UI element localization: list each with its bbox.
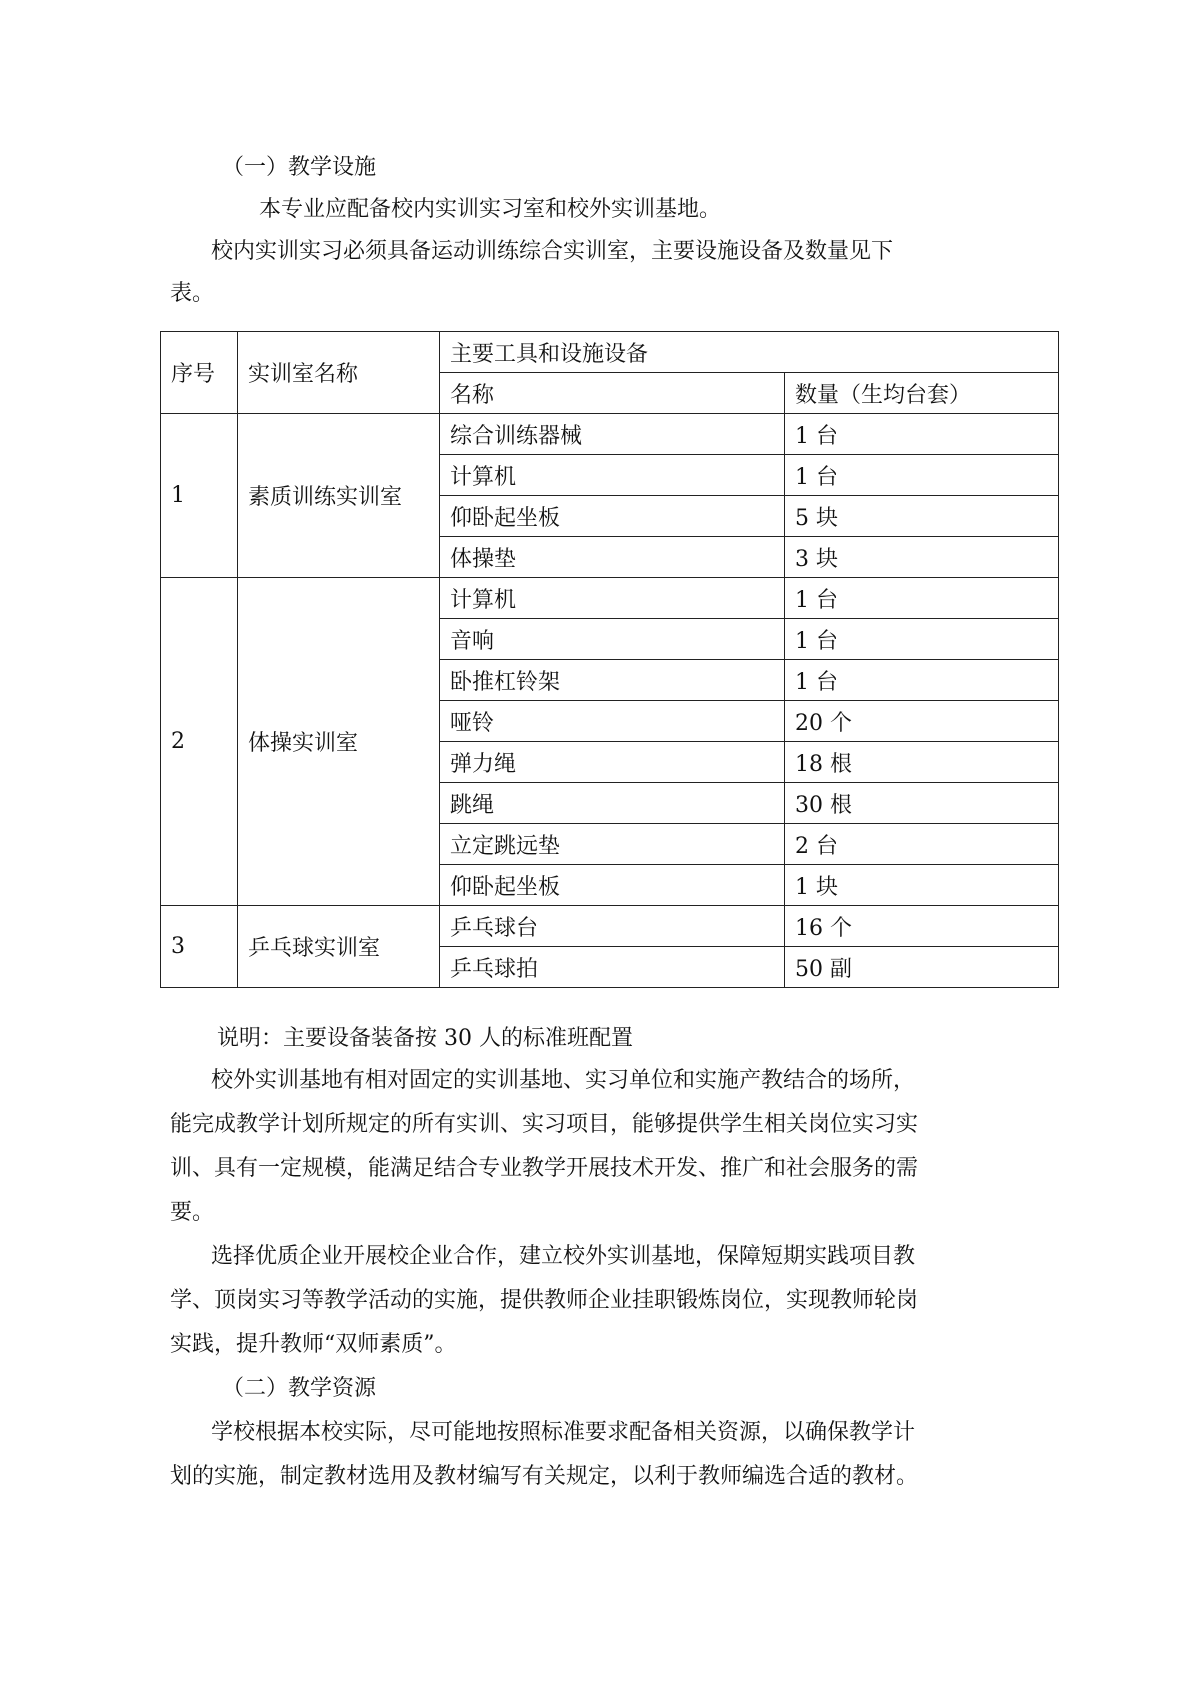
item-qty: 30 根: [785, 783, 1059, 824]
header-tools: 主要工具和设施设备: [440, 332, 1059, 373]
item-name: 仰卧起坐板: [440, 865, 785, 906]
paragraph: 表。: [170, 281, 215, 306]
row-index: 1: [161, 414, 238, 578]
item-qty: 1 台: [785, 578, 1059, 619]
item-name: 哑铃: [440, 701, 785, 742]
item-name: 仰卧起坐板: [440, 496, 785, 537]
item-qty: 20 个: [785, 701, 1059, 742]
equipment-table: [160, 331, 1059, 988]
item-name: 综合训练器械: [440, 414, 785, 455]
item-qty: 1 台: [785, 414, 1059, 455]
table-header-row: [161, 332, 1059, 373]
item-name: 乒乓球台: [440, 906, 785, 947]
item-name: 跳绳: [440, 783, 785, 824]
header-index: 序号: [161, 332, 238, 414]
item-qty: 3 块: [785, 537, 1059, 578]
item-name: 体操垫: [440, 537, 785, 578]
paragraph-line: 实践，提升教师“双师素质”。: [170, 1332, 457, 1357]
paragraph-line: 要。: [170, 1200, 215, 1225]
room-name: 素质训练实训室: [238, 414, 440, 578]
table-row: [161, 578, 1059, 619]
table-row: [161, 414, 1059, 455]
row-index: 2: [161, 578, 238, 906]
item-qty: 1 块: [785, 865, 1059, 906]
paragraph-line: 划的实施，制定教材选用及教材编写有关规定，以利于教师编选合适的教材。: [170, 1464, 919, 1489]
table-note: 说明：主要设备装备按 30 人的标准班配置: [217, 1026, 633, 1051]
paragraph-line: 选择优质企业开展校企业合作，建立校外实训基地，保障短期实践项目教: [211, 1244, 916, 1269]
item-name: 音响: [440, 619, 785, 660]
item-qty: 1 台: [785, 455, 1059, 496]
paragraph-line: 学、顶岗实习等教学活动的实施，提供教师企业挂职锻炼岗位，实现教师轮岗: [170, 1288, 919, 1313]
item-qty: 1 台: [785, 660, 1059, 701]
paragraph: 校内实训实习必须具备运动训练综合实训室，主要设施设备及数量见下: [211, 239, 894, 264]
room-name: 体操实训室: [238, 578, 440, 906]
item-name: 计算机: [440, 578, 785, 619]
item-qty: 1 台: [785, 619, 1059, 660]
room-name: 乒乓球实训室: [238, 906, 440, 988]
table-row: [161, 906, 1059, 947]
item-qty: 5 块: [785, 496, 1059, 537]
section-heading-resources: （二）教学资源: [222, 1376, 377, 1401]
paragraph-line: 训、具有一定规模，能满足结合专业教学开展技术开发、推广和社会服务的需: [170, 1156, 919, 1181]
item-name: 乒乓球拍: [440, 947, 785, 988]
item-qty: 2 台: [785, 824, 1059, 865]
header-qty: 数量（生均台套）: [785, 373, 1059, 414]
item-qty: 16 个: [785, 906, 1059, 947]
item-name: 计算机: [440, 455, 785, 496]
paragraph-line: 校外实训基地有相对固定的实训基地、实习单位和实施产教结合的场所，: [211, 1068, 916, 1093]
row-index: 3: [161, 906, 238, 988]
section-heading-facilities: （一）教学设施: [222, 155, 377, 180]
item-name: 弹力绳: [440, 742, 785, 783]
header-name: 名称: [440, 373, 785, 414]
item-name: 卧推杠铃架: [440, 660, 785, 701]
paragraph-line: 能完成教学计划所规定的所有实训、实习项目，能够提供学生相关岗位实习实: [170, 1112, 919, 1137]
item-qty: 18 根: [785, 742, 1059, 783]
item-qty: 50 副: [785, 947, 1059, 988]
item-name: 立定跳远垫: [440, 824, 785, 865]
paragraph-line: 学校根据本校实际，尽可能地按照标准要求配备相关资源，以确保教学计: [211, 1420, 916, 1445]
paragraph: 本专业应配备校内实训实习室和校外实训基地。: [259, 197, 722, 222]
header-room: 实训室名称: [238, 332, 440, 414]
